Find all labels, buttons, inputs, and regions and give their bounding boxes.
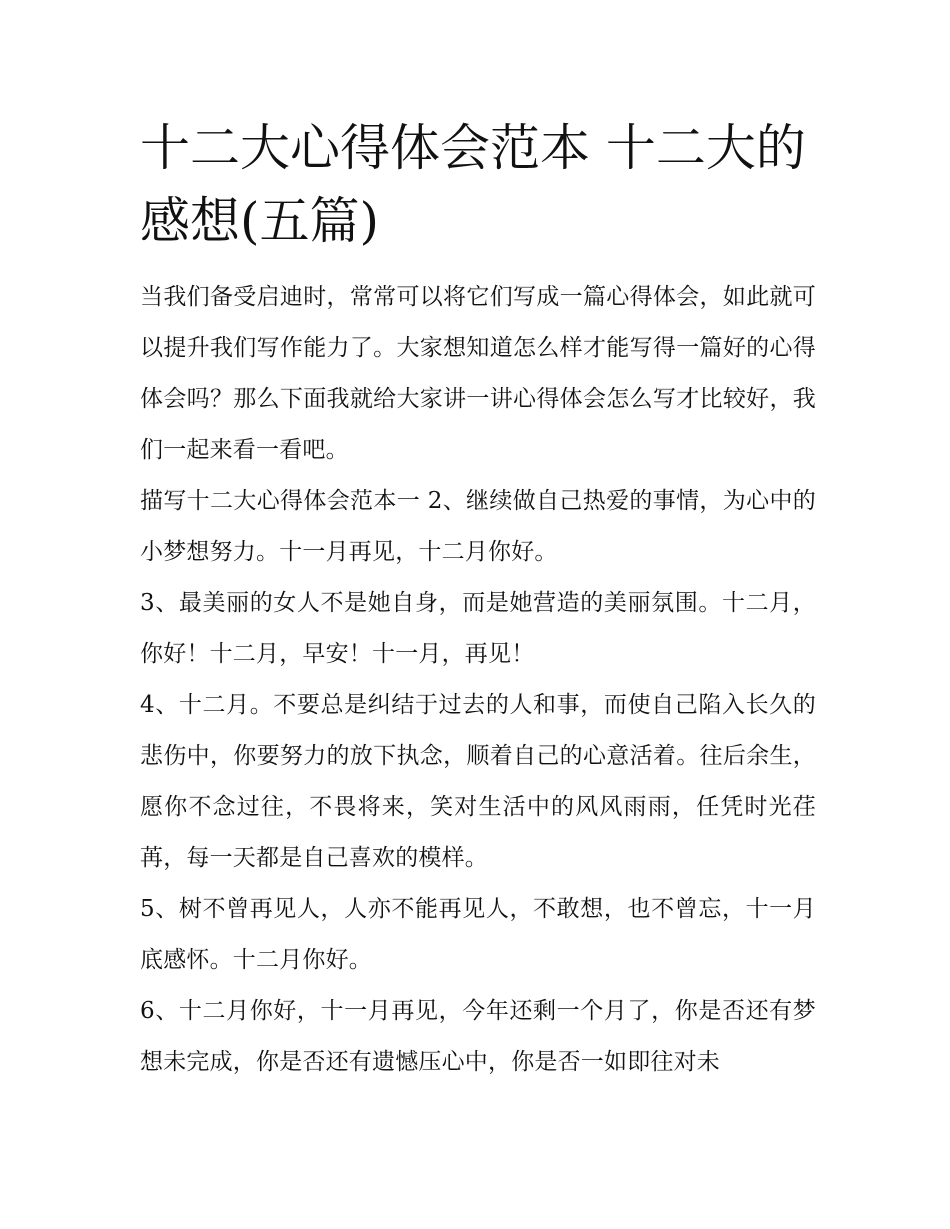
paragraph-intro: 当我们备受启迪时，常常可以将它们写成一篇心得体会，如此就可以提升我们写作能力了。大家想知道怎么样才能写得一篇好的心得体会吗？那么下面我就给大家讲一讲心得体会怎么写才比较好，我们一起来看一看吧。 [140,284,816,463]
paragraph-item-5: 5、树不曾再见人，人亦不能再见人，不敢想，也不曾忘，十一月底感怀。十二月你好。 [140,896,816,973]
document-page [140,112,816,1088]
paragraph-item-4: 4、十二月。不要总是纠结于过去的人和事，而使自己陷入长久的悲伤中，你要努力的放下执念，顺着自己的心意活着。往后余生，愿你不念过往，不畏将来，笑对生活中的风风雨雨，任凭时光荏苒，每一天都是自己喜欢的模样。 [140,692,816,871]
document-title: 十二大心得体会范本 十二大的感想(五篇) [140,119,806,250]
paragraph-item-3: 3、最美丽的女人不是她自身，而是她营造的美丽氛围。十二月，你好！十二月，早安！十一月，再见！ [140,590,816,667]
paragraph-item-6: 6、十二月你好，十一月再见，今年还剩一个月了，你是否还有梦想未完成，你是否还有遗憾压心中，你是否一如即往对未 [140,998,816,1075]
paragraph-item-2: 描写十二大心得体会范本一 2、继续做自己热爱的事情，为心中的小梦想努力。十一月再见，十二月你好。 [140,488,816,565]
